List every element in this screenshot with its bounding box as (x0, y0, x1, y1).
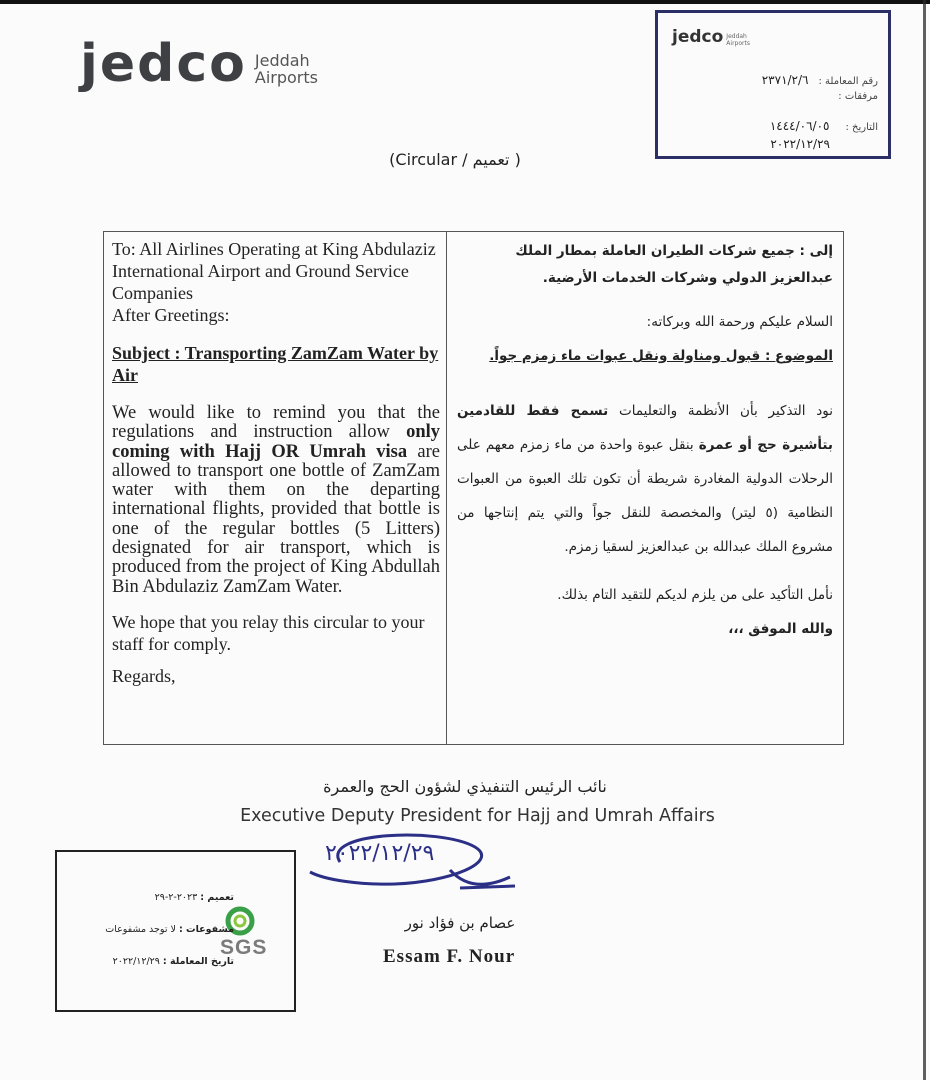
english-regards: Regards, (112, 665, 176, 686)
stamp-ref-row: رقم المعاملة :٢٣٧١/٢/٦ (761, 73, 878, 87)
stamp-date-greg: ٢٠٢٢/١٢/٢٩ (770, 137, 830, 151)
signatory-title-english: Executive Deputy President for Hajj and Umrah Affairs (240, 806, 715, 826)
logo-subtitle: Jeddah Airports (254, 51, 318, 87)
english-hope: We hope that you relay this circular to your staff for comply. (112, 611, 425, 654)
circular-title: (Circular / تعميم ) (389, 150, 521, 169)
arabic-to: إلى : جميع شركات الطيران العاملة بمطار الملك عبدالعزيز الدولي وشركات الخدمات الأرضية. (515, 243, 833, 286)
stamp-attachments-row: مرفقات : (838, 91, 878, 102)
arabic-closing: والله الموفق ،،، (728, 621, 833, 637)
sgs-circular-row: تعميم : ٢٠٢٣-٢-٢٩ (154, 892, 234, 903)
logo-word: jedco (80, 34, 247, 94)
sgs-stamp (55, 850, 296, 1012)
english-subject: Subject : Transporting ZamZam Water by Air (112, 343, 439, 385)
arabic-hope: نأمل التأكيد على من يلزم لديكم للتقيد التام بذلك. (557, 587, 833, 603)
jedco-logo (80, 34, 318, 94)
right-edge (923, 0, 926, 1080)
sgs-payments-row: مشفوعات : لا توجد مشفوعات (105, 924, 234, 935)
stamp-date-row: التاريخ :١٤٤٤/٠٦/٠٥ (769, 119, 878, 133)
arabic-greeting: السلام عليكم ورحمة الله وبركاته: (646, 314, 833, 330)
signatory-name-arabic: عصام بن فؤاد نور (404, 914, 516, 932)
signatory-name-english: Essam F. Nour (383, 946, 516, 967)
handwritten-date: ٢٠٢٢/١٢/٢٩ (325, 841, 435, 866)
sgs-date-row: تاريخ المعاملة : ٢٠٢٢/١٢/٢٩ (112, 956, 234, 967)
english-body: We would like to remind you that the regulations and instruction allow only coming with Hajj OR Umrah visa are allowed to transport one bottle of ZamZam water with them on the departing international flights, provided that bottle is one of the regular bottles (5 Litters) designated for air transport, which is produced from the project of King Abdullah Bin Abdulaziz ZamZam Water. (112, 403, 441, 597)
english-greeting: After Greetings: (112, 305, 230, 325)
top-border (0, 0, 930, 4)
circular-table (103, 231, 844, 745)
english-to: To: All Airlines Operating at King Abdulaziz International Airport and Ground Service Companies (112, 239, 436, 303)
arabic-column (447, 232, 843, 744)
reference-stamp (655, 10, 891, 159)
arabic-body: نود التذكير بأن الأنظمة والتعليمات تسمح فقط للقادمين بتأشيرة حج أو عمرة بنقل عبوة واحدة من ماء زمزم معهم على الرحلات الدولية المغادرة شريطة أن تكون تلك العبوة من العبوات النظامية (٥ ليتر) والمخصصة للنقل جواً والتي يتم إنتاجها من مشروع الملك عبدالله بن عبدالعزيز لسقيا زمزم. (457, 403, 834, 555)
stamp-logo: jedco Jeddah Airports (672, 27, 750, 47)
arabic-subject: الموضوع : قبول ومناولة ونقل عبوات ماء زمزم جواً. (489, 348, 833, 364)
sgs-logo-text: SGS (220, 936, 268, 959)
signatory-title-arabic: نائب الرئيس التنفيذي لشؤون الحج والعمرة (323, 777, 607, 796)
handwritten-signature (300, 822, 540, 902)
english-column (104, 232, 447, 744)
